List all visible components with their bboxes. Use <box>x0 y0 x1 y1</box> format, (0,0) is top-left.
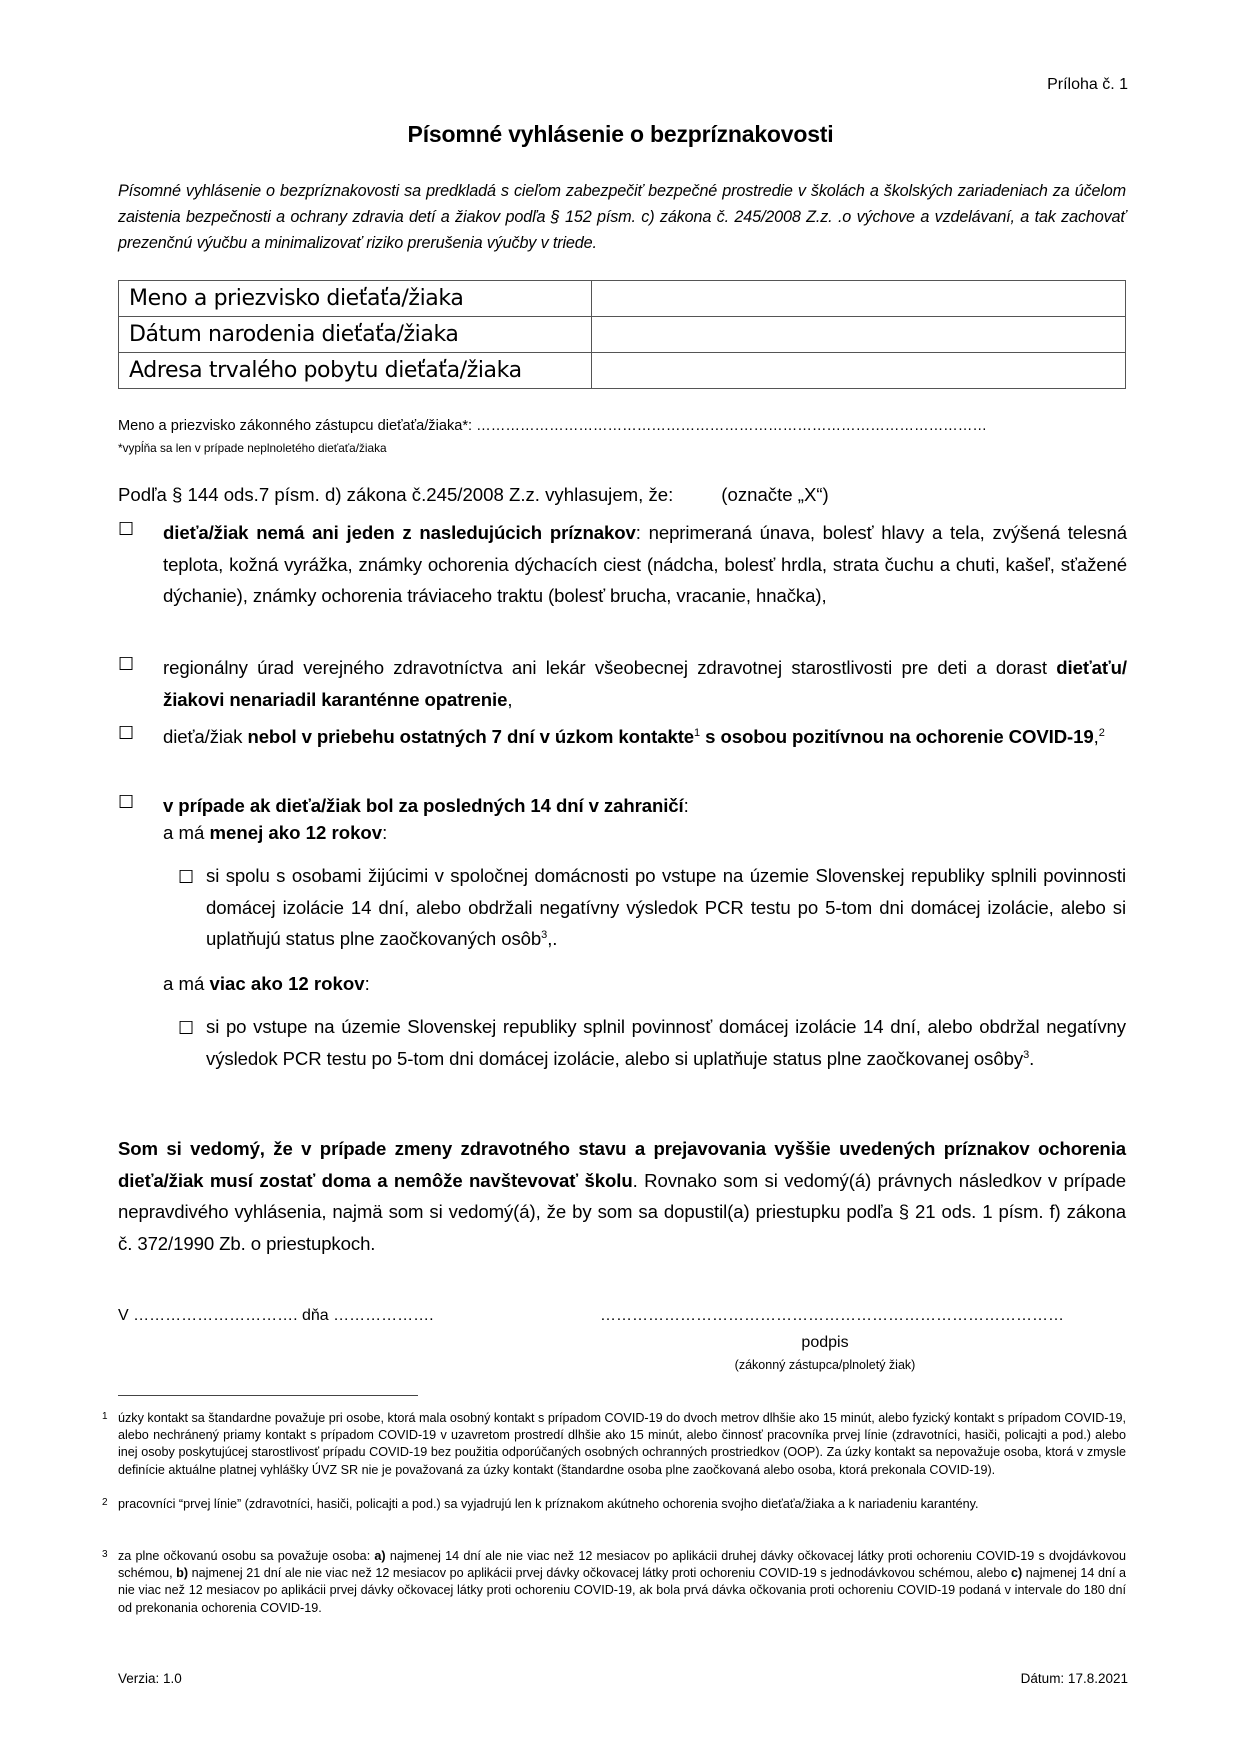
item-tail: , <box>1093 726 1099 747</box>
footnote-1 <box>102 1410 1127 1479</box>
age-bold: menej ako 12 rokov <box>209 822 383 843</box>
checkbox-no-symptoms[interactable]: ☐ <box>118 519 135 540</box>
item-bold: dieťa/žiak nemá ani jeden z nasledujúcich príznakov <box>163 522 636 543</box>
footnote-ref-3[interactable]: 3 <box>541 928 548 941</box>
option-tail: . <box>1029 1047 1035 1069</box>
signature-sublabel: (zákonný zástupca/plnoletý žiak) <box>734 1358 916 1372</box>
declaration-item-no-symptoms <box>163 517 1127 612</box>
version-label: Verzia: 1.0 <box>118 1671 182 1686</box>
age-under-12-label <box>163 822 387 844</box>
guardian-line <box>118 418 1128 434</box>
place-date-field[interactable]: V …………………………. dňa ………………. <box>118 1307 434 1324</box>
signature-field[interactable]: …………………………………………………………………………… <box>600 1307 1064 1324</box>
option-text <box>178 1011 1126 1074</box>
footnote-ref-2[interactable]: 2 <box>1098 726 1105 739</box>
footnote-text: najmenej 21 dní ale nie viac než 12 mesiacov po aplikácii prvej dávky očkovacej látky proti ochoreniu COVID-19 s jednodávkovou schémou, alebo <box>188 1566 1011 1581</box>
address-field[interactable] <box>592 353 1126 389</box>
option-tail: ,. <box>547 928 558 949</box>
item-text: dieťa/žiak <box>163 726 248 747</box>
statement-bold: Som si vedomý, že v prípade zmeny zdravotného stavu a prejavovania vyššie uvedených príznakov ochorenia dieťa/žiak musí zostať doma a nemôže navštevovať školu <box>118 1138 1126 1191</box>
footnote-2 <box>102 1496 1126 1513</box>
option-body: si po vstupe na územie Slovenskej republiky splnil povinnosť domácej izolácie 14 dní, alebo obdržal negatívny výsledok PCR testu po 5-tom dni domácej izolácie, alebo si uplatňuje status plne zaočkovanej osôby <box>206 1016 1126 1069</box>
signature-label: podpis <box>801 1334 849 1351</box>
table-row <box>119 353 1126 389</box>
mark-hint: (označte „X“) <box>721 484 829 505</box>
age-tail: : <box>364 973 370 994</box>
declaration-item-abroad <box>163 790 1127 822</box>
table-row <box>119 281 1126 317</box>
footnote-divider <box>118 1395 418 1396</box>
child-info-table <box>118 280 1126 389</box>
age-lead: a má <box>163 822 210 843</box>
footnote-text: úzky kontakt sa štandardne považuje pri osobe, ktorá mala osobný kontakt s prípadom COVID-19 do dvoch metrov dlhšie ako 15 minút, alebo fyzický kontakt s prípadom COVID-19, alebo nechránený priamy kontakt s prípadom COVID-19 v uzavretom prostredí dlhšie ako 15 minút, alebo činnosť pracovníka prvej línie (zdravotníci, hasiči, policajti a pod.) alebo inej osoby poskytujúcej starostlivosť prípadu COVID-19 bez použitia odporúčaných osobných ochranných prostriedkov (OOP). Za úzky kontakt sa nepovažuje osoba, ktorá v zmysle definície aktuálne platnej vyhlášky ÚVZ SR nie je považovaná za úzky kontakt (štandardne osoba plne zaočkovaná alebo osoba, ktorá prekonala COVID-19). <box>118 1411 1127 1477</box>
checkbox-no-quarantine[interactable]: ☐ <box>118 654 135 675</box>
item-tail: : <box>683 795 689 816</box>
declaration-text: Podľa § 144 ods.7 písm. d) zákona č.245/2008 Z.z. vyhlasujem, že: <box>118 484 674 505</box>
footnote-text: najmenej 14 dní a nie viac než 12 mesiacov po aplikácii prvej dávky očkovacej látky proti ochoreniu COVID-19, ak bola prvá dávka očkovania proti ochoreniu COVID-19 podaná v intervale do 180 dní od prekonania ochorenia COVID-19. <box>118 1566 1126 1615</box>
table-row <box>119 317 1126 353</box>
intro-text: Písomné vyhlásenie o bezpríznakovosti sa predkladá s cieľom zabezpečiť bezpečné prostredie v školách a školských zariadeniach za účelom zaistenia bezpečnosti a ochrany zdravia detí a žiakov podľa § 152 písm. c) zákona č. 245/2008 Z.z. .o výchove a vzdelávaní, a tak zachovať prezenčnú výučbu a minimalizovať riziko prerušenia výučby v triede. <box>118 182 1126 252</box>
declaration-item-no-quarantine <box>163 652 1127 715</box>
checkbox-abroad[interactable]: ☐ <box>118 792 135 813</box>
footnote-text: pracovníci “prvej línie” (zdravotníci, hasiči, policajti a pod.) sa vyjadrujú len k príznakom akútneho ochorenia svojho dieťaťa/žiaka a k nariadeniu karantény. <box>118 1497 979 1511</box>
page-title: Písomné vyhlásenie o bezpríznakovosti <box>407 121 834 147</box>
footnote-text: najmenej 14 dní ale nie viac než 12 mesiacov po aplikácii druhej dávky očkovacej látky proti ochoreniu COVID-19 s dvojdávkovou schémou, <box>118 1549 1126 1581</box>
item-bold: v prípade ak dieťa/žiak bol za posledných 14 dní v zahraničí <box>163 795 684 816</box>
footnote-3 <box>102 1548 1126 1617</box>
footnote-bold: b) <box>176 1566 189 1581</box>
option-under-12 <box>178 860 1126 955</box>
option-text <box>178 860 1126 955</box>
age-over-12-label <box>163 973 370 995</box>
age-lead: a má <box>163 973 210 994</box>
annex-label: Príloha č. 1 <box>1047 76 1128 93</box>
intro-paragraph <box>118 178 1126 256</box>
item-bold: s osobou pozitívnou na ochorenie COVID-19 <box>700 726 1094 747</box>
guardian-label: Meno a priezvisko zákonného zástupcu dieťaťa/žiaka*: <box>118 418 477 434</box>
guardian-name-field[interactable]: …………………………………………………………………………………………… <box>476 418 987 434</box>
birth-date-label: Dátum narodenia dieťaťa/žiaka <box>119 317 592 353</box>
age-tail: : <box>382 822 388 843</box>
footnote-number: 3 <box>102 1549 108 1560</box>
checkbox-under-12[interactable]: ☐ <box>178 867 195 888</box>
item-text: : neprimeraná únava, bolesť hlavy a tela, zvýšená telesná teplota, kožná vyrážka, známky ochorenia dýchacích ciest (nádcha, bolesť hrdla, strata čuchu a chuti, kašeľ, sťažené dýchanie), známky ochorenia tráviaceho traktu (bolesť brucha, vracanie, hnačka), <box>163 522 1127 606</box>
address-label: Adresa trvalého pobytu dieťaťa/žiaka <box>119 353 592 389</box>
child-name-field[interactable] <box>592 281 1126 317</box>
birth-date-field[interactable] <box>592 317 1126 353</box>
footnote-number: 2 <box>102 1497 108 1508</box>
footnote-ref-1[interactable]: 1 <box>694 726 701 739</box>
checkbox-over-12[interactable]: ☐ <box>178 1018 195 1039</box>
guardian-note: *vypĺňa sa len v prípade neplnoletého dieťaťa/žiaka <box>118 441 387 455</box>
footnote-text: za plne očkovanú osobu sa považuje osoba: <box>118 1549 375 1563</box>
option-over-12 <box>178 1011 1126 1074</box>
declaration-item-no-contact <box>163 721 1127 753</box>
footnote-bold: c) <box>1010 1566 1023 1581</box>
checkbox-no-contact[interactable]: ☐ <box>118 723 135 744</box>
declaration-intro <box>118 484 829 506</box>
statement-text: . Rovnako som si vedomý(á) právnych následkov v prípade nepravdivého vyhlásenia, najmä som si vedomý(á), že by som sa dopustil(a) priestupku podľa § 21 ods. 1 písm. f) zákona č. 372/1990 Zb. o priestupkoch. <box>118 1169 1126 1254</box>
item-text: regionálny úrad verejného zdravotníctva ani lekár všeobecnej zdravotnej starostlivosti pre deti a dorast <box>163 657 1057 678</box>
item-bold: nebol v priebehu ostatných 7 dní v úzkom kontakte <box>247 726 695 747</box>
footnote-bold: a) <box>374 1549 386 1563</box>
date-label: Dátum: 17.8.2021 <box>1020 1671 1128 1686</box>
age-bold: viac ako 12 rokov <box>209 973 365 994</box>
footnote-number: 1 <box>102 1411 108 1422</box>
footnote-ref-3[interactable]: 3 <box>1023 1048 1030 1061</box>
child-name-label: Meno a priezvisko dieťaťa/žiaka <box>119 281 592 317</box>
awareness-statement <box>118 1133 1126 1259</box>
item-tail: , <box>507 688 513 710</box>
item-bold: dieťaťu/žiakovi nenariadil karanténne opatrenie <box>163 657 1127 710</box>
option-body: si spolu s osobami žijúcimi v spoločnej domácnosti po vstupe na územie Slovenskej republiky splnili povinnosti domácej izolácie 14 dní, alebo obdržali negatívny výsledok PCR testu po 5-tom dni domácej izolácie, alebo si uplatňujú status plne zaočkovaných osôb <box>206 865 1126 949</box>
